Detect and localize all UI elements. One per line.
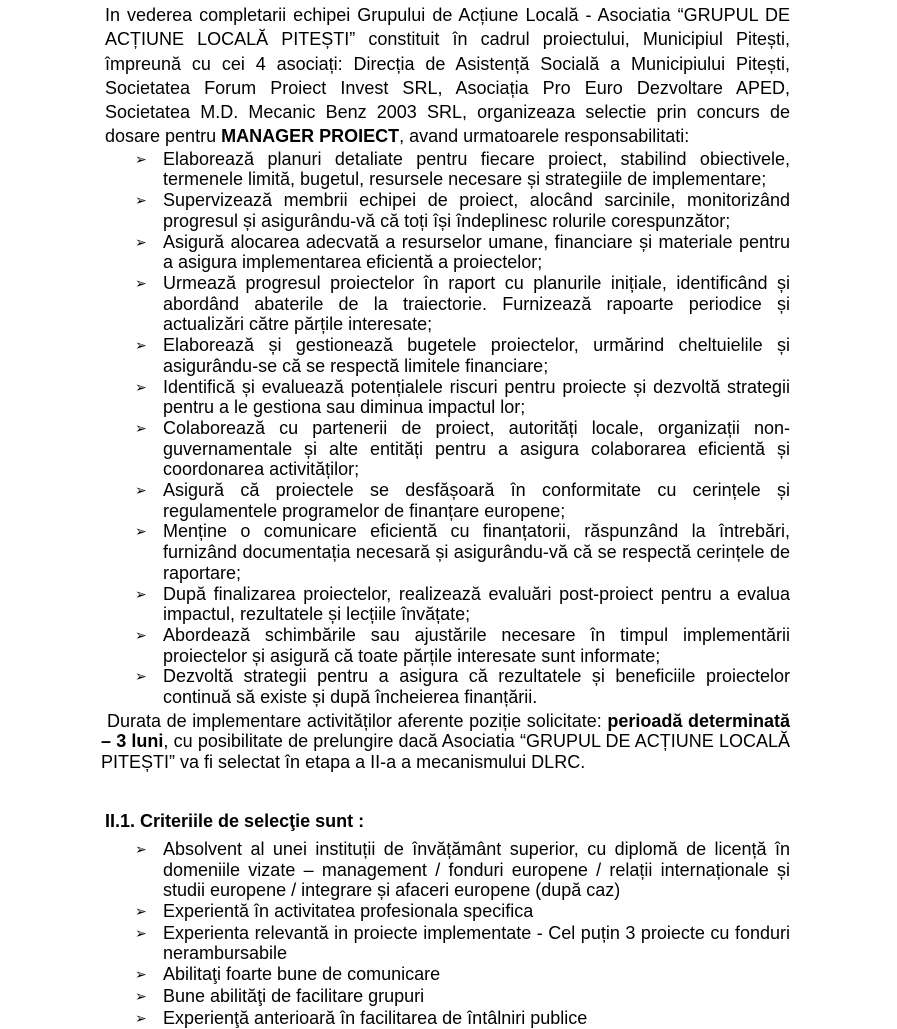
criterion-item — [105, 923, 790, 964]
arrow-bullet-icon: ➢ — [105, 901, 163, 923]
criterion-text: Experientă în activitatea profesionala specifica — [163, 901, 790, 923]
criterion-item — [105, 901, 790, 923]
duration-highlight: perioadă determinată – 3 luni — [101, 711, 790, 752]
arrow-bullet-icon: ➢ — [105, 335, 163, 376]
responsibility-text: Asigură că proiectele se desfășoară în conformitate cu cerințele și regulamentele programelor de finanțare europene; — [163, 480, 790, 521]
duration-text-pre: Durata de implementare activităților aferente poziție solicitate: — [107, 711, 607, 731]
responsibility-text: Identifică și evaluează potențialele riscuri pentru proiecte și dezvoltă strategii pentru a le gestiona sau diminua impactul lor; — [163, 377, 790, 418]
responsibility-text: Elaborează planuri detaliate pentru fiecare proiect, stabilind obiectivele, termenele limită, bugetul, resursele necesare și strategiile de implementare; — [163, 149, 790, 190]
responsibility-text: Asigură alocarea adecvată a resurselor umane, financiare și materiale pentru a asigura implementarea eficientă a proiectelor; — [163, 232, 790, 273]
arrow-bullet-icon: ➢ — [105, 273, 163, 335]
criterion-item — [105, 839, 790, 901]
section-heading: II.1. Criteriile de selecţie sunt : — [105, 809, 790, 833]
responsibility-item — [105, 377, 790, 418]
responsibility-text: Colaborează cu partenerii de proiect, autorități locale, organizații non-guvernamentale și alte entități pentru a asigura colaborarea eficientă și coordonarea activităților; — [163, 418, 790, 480]
responsibility-item — [105, 190, 790, 231]
arrow-bullet-icon: ➢ — [105, 521, 163, 583]
responsibility-item — [105, 521, 790, 583]
arrow-bullet-icon: ➢ — [105, 666, 163, 707]
responsibility-item — [105, 480, 790, 521]
criterion-item — [105, 1008, 790, 1029]
responsibility-text: Urmează progresul proiectelor în raport cu planurile inițiale, identificând și abordând abaterile de la traiectorie. Furnizează rapoarte periodice și actualizări către părțile interesate; — [163, 273, 790, 335]
intro-text-pre: In vederea completarii echipei Grupului de Acțiune Locală - Asociatia “GRUPUL DE ACȚIUNE LOCALĂ PITEȘTI” constituit în cadrul proiectului, Municipiul Pitești, împreună cu cei 4 asociați: Direcția de Asistență Socială a Municipiului Pitești, Societatea Forum Proiect Invest SRL, Asociația Pro Euro Dezvoltare APED, Societatea M.D. Mecanic Benz 2003 SRL, organizeaza selectie prin concurs de dosare pentru — [105, 5, 790, 146]
arrow-bullet-icon: ➢ — [105, 149, 163, 190]
arrow-bullet-icon: ➢ — [105, 480, 163, 521]
responsibility-text: Dezvoltă strategii pentru a asigura că rezultatele și beneficiile proiectelor continuă să existe și după încheierea finanțării. — [163, 666, 790, 707]
duration-paragraph — [101, 711, 790, 773]
criterion-text: Abilitaţi foarte bune de comunicare — [163, 964, 790, 986]
responsibility-item — [105, 418, 790, 480]
responsibility-item — [105, 273, 790, 335]
intro-paragraph — [105, 3, 790, 149]
arrow-bullet-icon: ➢ — [105, 190, 163, 231]
responsibility-text: După finalizarea proiectelor, realizează evaluări post-proiect pentru a evalua impactul, rezultatele și lecțiile învățate; — [163, 584, 790, 625]
responsibility-item — [105, 584, 790, 625]
criterion-text: Experienta relevantă in proiecte implementate - Cel puțin 3 proiecte cu fonduri nerambursabile — [163, 923, 790, 964]
criterion-text: Absolvent al unei instituții de învățământ superior, cu diplomă de licență în domeniile vizate – management / fonduri europene / relații internaționale și studii europene / integrare și afaceri europene (după caz) — [163, 839, 790, 901]
intro-text-post: , avand urmatoarele responsabilitati: — [399, 126, 689, 146]
responsibility-text: Abordează schimbările sau ajustările necesare în timpul implementării proiectelor și asigură că toate părțile interesate sunt informate; — [163, 625, 790, 666]
position-title: MANAGER PROIECT — [221, 126, 399, 146]
responsibility-item — [105, 232, 790, 273]
arrow-bullet-icon: ➢ — [105, 1008, 163, 1029]
criteria-list — [105, 839, 790, 1029]
arrow-bullet-icon: ➢ — [105, 839, 163, 901]
arrow-bullet-icon: ➢ — [105, 232, 163, 273]
responsibility-item — [105, 625, 790, 666]
arrow-bullet-icon: ➢ — [105, 923, 163, 964]
arrow-bullet-icon: ➢ — [105, 986, 163, 1008]
responsibility-text: Menține o comunicare eficientă cu finanțatorii, răspunzând la întrebări, furnizând documentația necesară și asigurându-vă că se respectă cerințele de raportare; — [163, 521, 790, 583]
criterion-item — [105, 964, 790, 986]
criterion-item — [105, 986, 790, 1008]
criterion-text: Bune abilităţi de facilitare grupuri — [163, 986, 790, 1008]
arrow-bullet-icon: ➢ — [105, 418, 163, 480]
responsibility-text: Elaborează și gestionează bugetele proiectelor, urmărind cheltuielile și asigurându-se că se respectă limitele financiare; — [163, 335, 790, 376]
arrow-bullet-icon: ➢ — [105, 584, 163, 625]
responsibility-item — [105, 149, 790, 190]
criterion-text: Experienţă anterioară în facilitarea de întâlniri publice — [163, 1008, 790, 1029]
responsibility-item — [105, 666, 790, 707]
arrow-bullet-icon: ➢ — [105, 377, 163, 418]
duration-text-post: , cu posibilitate de prelungire dacă Asociatia “GRUPUL DE ACȚIUNE LOCALĂ PITEȘTI” va fi selectat în etapa a II-a a mecanismului DLRC. — [101, 731, 790, 772]
responsibilities-list — [105, 149, 790, 708]
arrow-bullet-icon: ➢ — [105, 964, 163, 986]
arrow-bullet-icon: ➢ — [105, 625, 163, 666]
responsibility-text: Supervizează membrii echipei de proiect, alocând sarcinile, monitorizând progresul și asigurându-vă că toți își îndeplinesc rolurile corespunzător; — [163, 190, 790, 231]
responsibility-item — [105, 335, 790, 376]
